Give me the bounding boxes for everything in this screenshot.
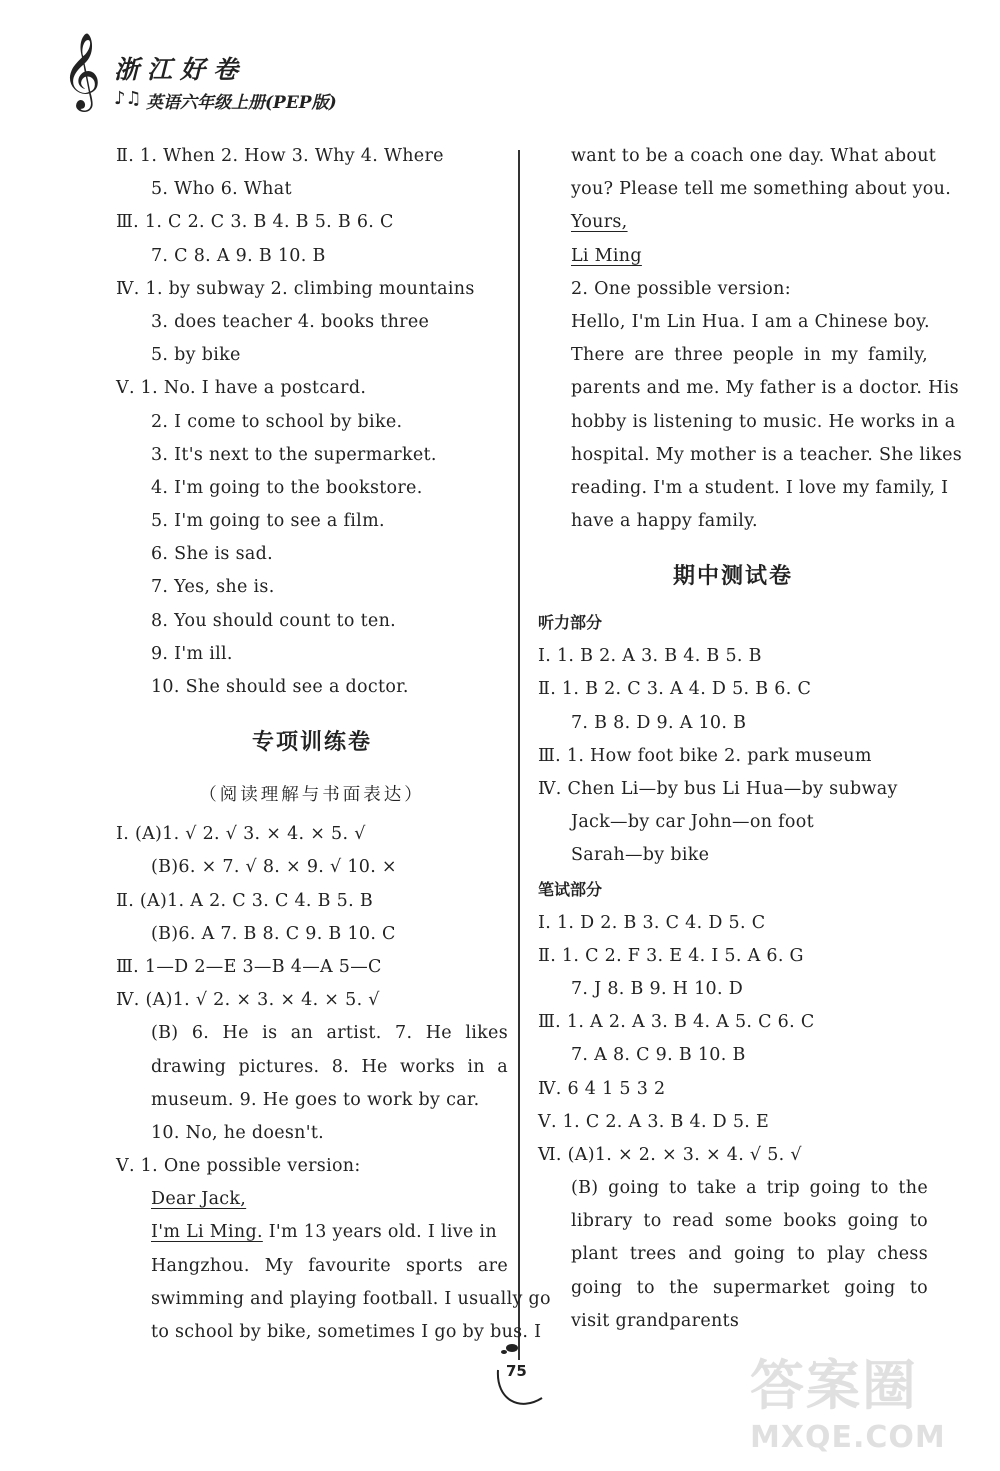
answer-line xyxy=(116,605,508,638)
line-text: swimming and playing football. I usually go xyxy=(151,1288,551,1309)
line-text: 3. It's next to the supermarket. xyxy=(151,444,437,465)
line-text: I'm 13 years old. I live in xyxy=(262,1222,497,1243)
section-title-special-training: 专项训练卷 xyxy=(251,730,372,756)
answer-line xyxy=(538,1073,928,1106)
line-text: Ⅲ. 1. C 2. C 3. B 4. B 5. B 6. C xyxy=(116,212,394,233)
line-text: Ⅰ. 1. B 2. A 3. B 4. B 5. B xyxy=(538,646,762,667)
line-text: Ⅴ. 1. C 2. A 3. B 4. D 5. E xyxy=(538,1111,770,1132)
answer-list-writing-continued xyxy=(538,140,963,538)
answer-line xyxy=(116,306,508,339)
answer-line xyxy=(116,1216,508,1249)
answer-line xyxy=(116,472,508,505)
answer-line xyxy=(116,1150,508,1183)
answer-line xyxy=(116,984,508,1017)
line-text: Ⅲ. 1. A 2. A 3. B 4. A 5. C 6. C xyxy=(538,1012,815,1033)
answer-line xyxy=(538,1238,928,1271)
answer-line xyxy=(538,940,928,973)
line-text: 7. B 8. D 9. A 10. B xyxy=(571,712,747,733)
answer-list-listening xyxy=(538,640,928,872)
line-text: hospital. My mother is a teacher. She likes xyxy=(571,444,963,465)
answer-line xyxy=(116,1316,542,1349)
line-text: Ⅳ. 1. by subway 2. climbing mountains xyxy=(116,278,475,299)
page-header xyxy=(62,32,382,128)
book-title: 浙江好卷 xyxy=(114,55,247,84)
line-text: 5. by bike xyxy=(151,345,241,366)
answer-line xyxy=(116,851,508,884)
line-text: Hello, I'm Lin Hua. I am a Chinese boy. xyxy=(571,311,930,332)
answer-line xyxy=(538,140,937,173)
answer-line xyxy=(116,538,508,571)
answer-line xyxy=(116,273,508,306)
line-text: Ⅰ. 1. D 2. B 3. C 4. D 5. C xyxy=(538,912,766,933)
writing-part-label: 笔试部分 xyxy=(538,879,603,899)
line-text: Dear Jack, xyxy=(151,1189,247,1210)
line-text: plant trees and going to play chess xyxy=(571,1244,928,1265)
answer-line xyxy=(116,885,508,918)
watermark-url: MXQE.COM xyxy=(750,1420,946,1455)
line-text: (B)6. A 7. B 8. C 9. B 10. C xyxy=(151,923,396,944)
column-divider xyxy=(518,150,520,1360)
section-subtitle-reading-writing: （阅读理解与书面表达） xyxy=(199,785,425,806)
answer-line xyxy=(538,372,959,405)
line-text: parents and me. My father is a doctor. His xyxy=(571,378,959,399)
line-text: 8. You should count to ten. xyxy=(151,610,397,631)
answer-line xyxy=(116,1250,508,1283)
line-text: Ⅱ. (A)1. A 2. C 3. C 4. B 5. B xyxy=(116,890,373,911)
line-text: Ⅲ. 1—D 2—E 3—B 4—A 5—C xyxy=(116,956,382,977)
answer-list-unit-review xyxy=(116,140,508,704)
answer-line xyxy=(116,339,508,372)
line-text: 5. I'm going to see a film. xyxy=(151,511,385,532)
line-text: Sarah—by bike xyxy=(571,845,710,866)
answer-line xyxy=(116,173,508,206)
line-text: Ⅴ. 1. One possible version: xyxy=(116,1156,361,1177)
line-text: hobby is listening to music. He works in a xyxy=(571,411,956,432)
answer-line xyxy=(538,439,963,472)
answer-line xyxy=(116,1017,508,1050)
line-text: 4. I'm going to the bookstore. xyxy=(151,477,423,498)
answer-line xyxy=(538,1272,928,1305)
line-text: museum. 9. He goes to work by car. xyxy=(151,1089,480,1110)
answer-line xyxy=(116,406,508,439)
underlined-text: I'm Li Ming. xyxy=(151,1222,263,1243)
line-text: drawing pictures. 8. He works in a xyxy=(151,1056,508,1077)
line-text: 7. Yes, she is. xyxy=(151,577,275,598)
answer-line xyxy=(116,638,508,671)
line-text: There are three people in my family, xyxy=(571,345,928,366)
answer-line xyxy=(538,673,928,706)
answer-line xyxy=(116,439,508,472)
line-text: 9. I'm ill. xyxy=(151,643,233,664)
answer-line xyxy=(538,740,928,773)
answer-line xyxy=(116,951,508,984)
line-text: Ⅳ. 6 4 1 5 3 2 xyxy=(538,1078,666,1099)
page-number xyxy=(490,1340,550,1420)
answer-line xyxy=(116,372,508,405)
answer-line xyxy=(116,140,508,173)
section-title-midterm: 期中测试卷 xyxy=(672,564,793,590)
line-text: 2. I come to school by bike. xyxy=(151,411,403,432)
answer-line xyxy=(538,505,928,538)
answer-line xyxy=(538,1205,928,1238)
answer-line xyxy=(538,206,928,239)
line-text: visit grandparents xyxy=(571,1310,740,1331)
line-text: Hangzhou. My favourite sports are xyxy=(151,1255,508,1276)
answer-line xyxy=(116,1051,508,1084)
answer-line xyxy=(538,240,928,273)
answer-line xyxy=(538,1139,928,1172)
line-text: Ⅳ. Chen Li—by bus Li Hua—by subway xyxy=(538,779,898,799)
line-text: 6. She is sad. xyxy=(151,544,273,565)
answer-line xyxy=(538,306,928,339)
line-text: 5. Who 6. What xyxy=(151,179,292,200)
watermark xyxy=(750,1343,980,1463)
line-text: Jack—by car John—on foot xyxy=(571,812,814,833)
answer-line xyxy=(116,1283,551,1316)
page-number-decoration-icon xyxy=(490,1340,550,1420)
answer-line xyxy=(116,1117,508,1150)
line-text: (B) 6. He is an artist. 7. He likes xyxy=(151,1023,508,1044)
answer-line xyxy=(538,406,956,439)
line-text: you? Please tell me something about you. xyxy=(571,179,952,200)
answer-line xyxy=(538,707,928,740)
answer-line xyxy=(116,571,508,604)
music-clef-icon: 𝄞 xyxy=(62,32,102,109)
answer-line xyxy=(538,339,928,372)
line-text: Li Ming xyxy=(571,245,642,266)
listening-part-label: 听力部分 xyxy=(538,613,603,633)
answer-line xyxy=(116,240,508,273)
line-text: Ⅰ. (A)1. √ 2. √ 3. × 4. × 5. √ xyxy=(116,824,366,845)
answer-line xyxy=(538,1305,928,1338)
book-subtitle: 英语六年级上册(PEP版) xyxy=(146,93,337,113)
answer-line xyxy=(116,818,508,851)
answer-line xyxy=(538,1172,928,1205)
answer-line xyxy=(538,640,928,673)
answer-line xyxy=(538,973,928,1006)
answer-line xyxy=(116,1084,508,1117)
line-text: 10. She should see a doctor. xyxy=(151,677,409,697)
answer-line xyxy=(538,773,928,806)
right-column xyxy=(538,140,963,1338)
line-text: Ⅳ. (A)1. √ 2. × 3. × 4. × 5. √ xyxy=(116,990,380,1011)
line-text: Ⅲ. 1. How foot bike 2. park museum xyxy=(538,745,872,766)
line-text: Ⅴ. 1. No. I have a postcard. xyxy=(116,378,367,399)
line-text: 7. A 8. C 9. B 10. B xyxy=(571,1045,746,1066)
line-text: (B)6. × 7. √ 8. × 9. √ 10. × xyxy=(151,857,397,878)
line-text: 2. One possible version: xyxy=(571,278,791,299)
line-text: Ⅱ. 1. C 2. F 3. E 4. I 5. A 6. G xyxy=(538,945,804,966)
answer-line xyxy=(116,671,508,704)
answer-line xyxy=(538,173,952,206)
line-text: want to be a coach one day. What about xyxy=(571,146,937,166)
page-number-text: 75 xyxy=(506,1362,527,1380)
answer-line xyxy=(116,206,508,239)
line-text: Ⅱ. 1. B 2. C 3. A 4. D 5. B 6. C xyxy=(538,679,812,700)
line-text: 7. C 8. A 9. B 10. B xyxy=(151,245,326,266)
watermark-logo-text: 答案圈 xyxy=(750,1354,918,1417)
answer-line xyxy=(538,839,928,872)
line-text: Ⅱ. 1. When 2. How 3. Why 4. Where xyxy=(116,146,444,166)
answer-list-special-training xyxy=(116,818,551,1349)
answer-line xyxy=(538,907,928,940)
left-column xyxy=(116,140,551,1349)
line-text: (B) going to take a trip going to the xyxy=(571,1178,928,1199)
answer-line xyxy=(538,1006,928,1039)
line-text: 10. No, he doesn't. xyxy=(151,1122,325,1143)
answer-list-writing xyxy=(538,907,928,1338)
line-text: library to read some books going to xyxy=(571,1211,928,1232)
answer-line xyxy=(538,806,928,839)
line-text: reading. I'm a student. I love my family, I xyxy=(571,477,949,498)
answer-line xyxy=(538,273,928,306)
answer-line xyxy=(116,505,508,538)
line-text: 7. J 8. B 9. H 10. D xyxy=(571,978,744,999)
line-text: going to the supermarket going to xyxy=(571,1277,928,1298)
line-text: Yours, xyxy=(571,212,628,233)
music-notes-icon: ♪♫ xyxy=(114,88,142,109)
answer-line xyxy=(116,1183,508,1216)
answer-line xyxy=(116,918,508,951)
line-text: have a happy family. xyxy=(571,511,758,532)
line-text: to school by bike, sometimes I go by bus. I xyxy=(151,1322,542,1342)
answer-line xyxy=(538,1039,928,1072)
line-text: 3. does teacher 4. books three xyxy=(151,311,430,332)
line-text: Ⅵ. (A)1. × 2. × 3. × 4. √ 5. √ xyxy=(538,1144,802,1165)
answer-line xyxy=(538,1106,928,1139)
answer-line xyxy=(538,472,949,505)
